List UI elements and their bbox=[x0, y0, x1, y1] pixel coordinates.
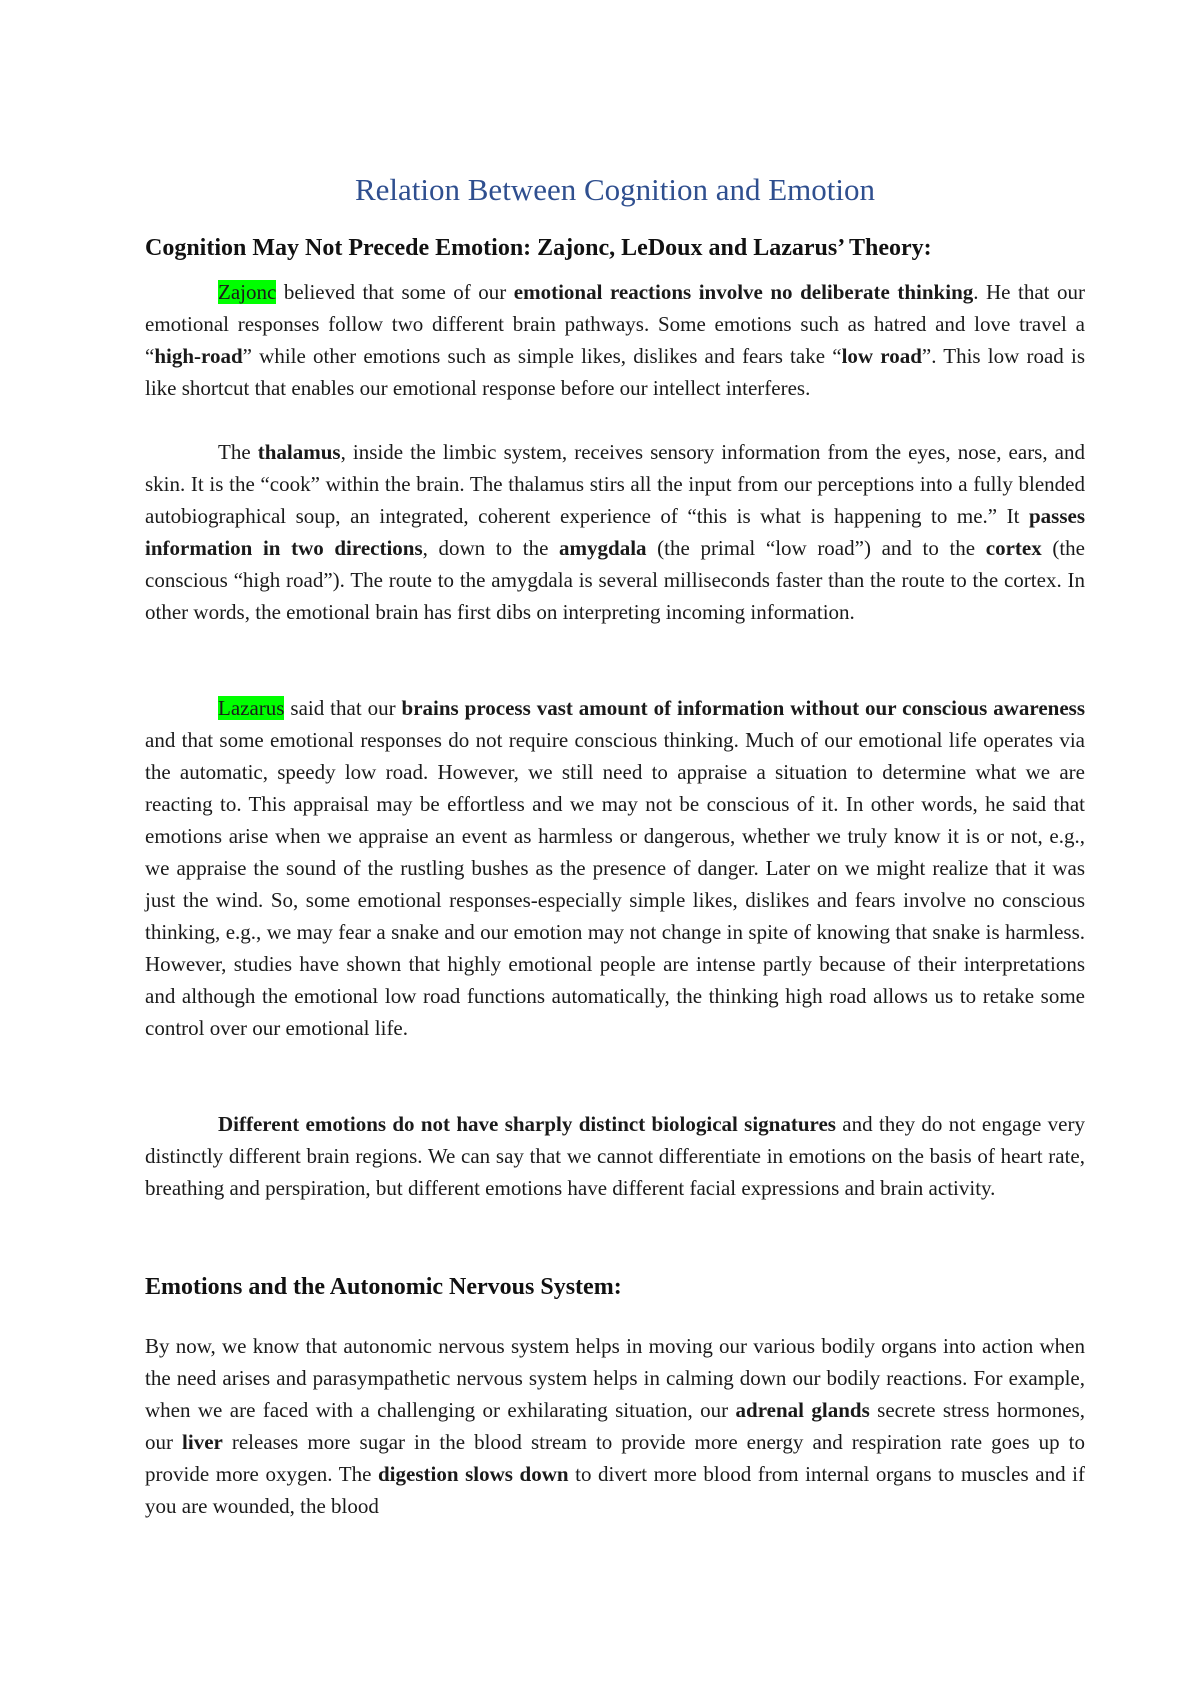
text-run: releases more sugar in the blood stream to provide more energy and respiration rate goes up to provide more oxygen. The bbox=[145, 1430, 1085, 1486]
paragraph-autonomic bbox=[145, 1330, 1085, 1522]
bold-run: emotional reactions involve no deliberate thinking bbox=[513, 280, 974, 304]
text-run: , down to the bbox=[422, 536, 560, 560]
bold-run: Different emotions do not have sharply distinct biological signatures bbox=[218, 1112, 836, 1136]
bold-run: digestion slows down bbox=[377, 1462, 569, 1486]
text-run: believed that some of our bbox=[276, 280, 514, 304]
text-run: and that some emotional responses do not require conscious thinking. Much of our emotional life operates via the automatic, speedy low road. However, we still need to appraise a situation to determine what we are reacting to. This appraisal may be effortless and we may not be conscious of it. In other words, he said that emotions arise when we appraise an event as harmless or dangerous, whether we truly know it is or not, e.g., we appraise the sound of the rustling bushes as the presence of danger. Later on we might realize that it was just the wind. So, some emotional responses-especially simple likes, dislikes and fears involve no conscious thinking, e.g., we may fear a snake and our emotion may not change in spite of knowing that snake is harmless. However, studies have shown that highly emotional people are intense partly because of their interpretations and although the emotional low road functions automatically, the thinking high road allows us to retake some control over our emotional life. bbox=[145, 728, 1085, 1040]
bold-run: liver bbox=[182, 1430, 223, 1454]
text-run: and they do not engage very distinctly different brain regions. We can say that we cannot differentiate in emotions on the basis of heart rate, breathing and perspiration, but different emotions have different facial expressions and brain activity. bbox=[145, 1112, 1085, 1200]
text-run: . He that our emotional responses follow two different brain pathways. Some emotions such as hatred and love travel a “ bbox=[145, 280, 1085, 368]
section-heading-autonomic: Emotions and the Autonomic Nervous System: bbox=[145, 1274, 622, 1300]
highlighted-name: Zajonc bbox=[218, 280, 277, 304]
highlighted-name: Lazarus bbox=[218, 696, 285, 720]
bold-run: amygdala bbox=[559, 536, 647, 560]
text-run: The bbox=[218, 440, 258, 464]
text-run: , inside the limbic system, receives sensory information from the eyes, nose, ears, and skin. It is the “cook” within the brain. The thalamus stirs all the input from our perceptions into a fully blended autobiographical soup, an integrated, coherent experience of “this is what is happening to me.” It bbox=[145, 440, 1085, 528]
document-title: Relation Between Cognition and Emotion bbox=[354, 172, 876, 207]
bold-run: high-road bbox=[154, 344, 243, 368]
bold-run: adrenal glands bbox=[735, 1398, 870, 1422]
bold-run: brains process vast amount of information without our conscious awareness bbox=[401, 696, 1085, 720]
text-run: said that our bbox=[284, 696, 402, 720]
text-run: secrete stress hormones, our bbox=[145, 1398, 1085, 1454]
text-run: ” while other emotions such as simple likes, dislikes and fears take “ bbox=[242, 344, 842, 368]
paragraph-biological-signatures bbox=[145, 1108, 1085, 1204]
paragraph-zajonc bbox=[145, 276, 1085, 404]
bold-run: thalamus bbox=[257, 440, 341, 464]
bold-run: passes information in two directions bbox=[145, 504, 1085, 560]
text-run: (the primal “low road”) and to the bbox=[646, 536, 986, 560]
text-run: ”. This low road is like shortcut that enables our emotional response before our intellect interferes. bbox=[145, 344, 1086, 400]
text-run: By now, we know that autonomic nervous system helps in moving our various bodily organs into action when the need arises and parasympathetic nervous system helps in calming down our bodily reactions. For example, when we are faced with a challenging or exhilarating situation, our bbox=[145, 1334, 1085, 1422]
bold-run: low road bbox=[841, 344, 922, 368]
text-run: (the conscious “high road”). The route to the amygdala is several milliseconds faster than the route to the cortex. In other words, the emotional brain has first dibs on interpreting incoming information. bbox=[145, 536, 1085, 624]
section-heading-cognition: Cognition May Not Precede Emotion: Zajonc, LeDoux and Lazarus’ Theory: bbox=[145, 235, 932, 261]
paragraph-thalamus bbox=[145, 436, 1085, 628]
text-run: to divert more blood from internal organs to muscles and if you are wounded, the blood bbox=[145, 1462, 1085, 1518]
bold-run: cortex bbox=[985, 536, 1042, 560]
paragraph-lazarus bbox=[145, 692, 1085, 1044]
